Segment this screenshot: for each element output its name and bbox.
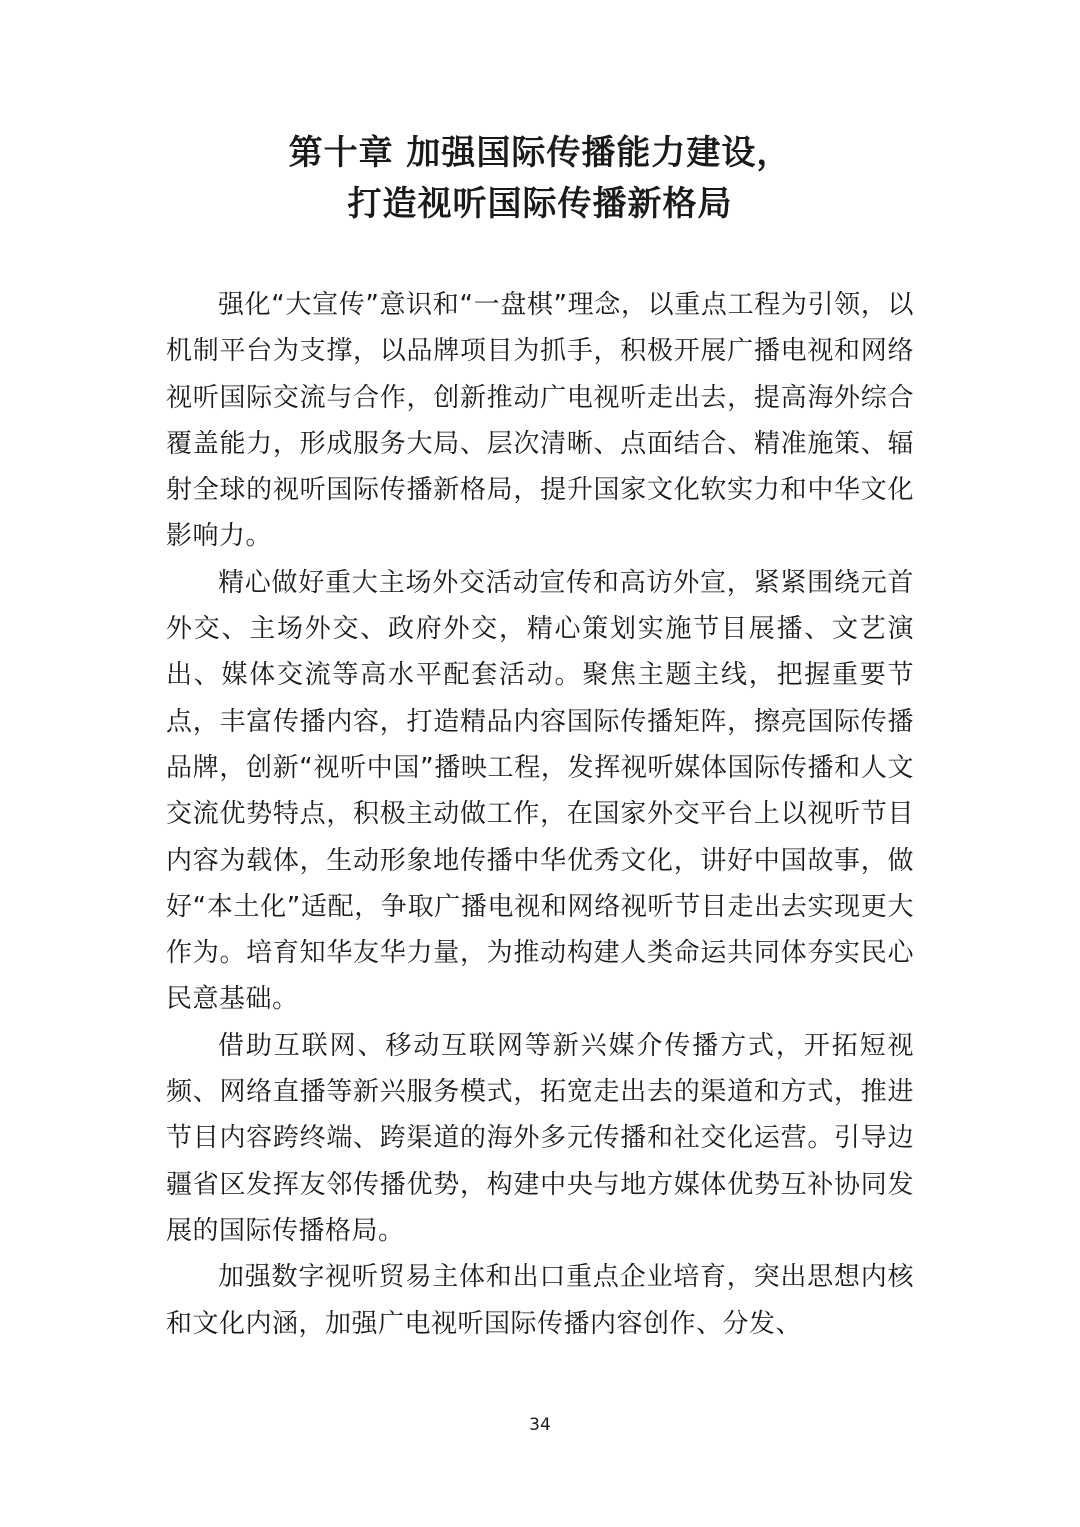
paragraph-1: 强化“大宣传”意识和“一盘棋”理念，以重点工程为引领，以机制平台为支撑，以品牌项目为抓手，积极开展广播电视和网络视听国际交流与合作，创新推动广电视听走出去，提高海外综合覆盖能力，形成服务大局、层次清晰、点面结合、精准施策、辐射全球的视听国际传播新格局，提升国家文化软实力和中华文化影响力。 <box>166 290 914 552</box>
paragraph-2: 精心做好重大主场外交活动宣传和高访外宣，紧紧围绕元首外交、主场外交、政府外交，精心策划实施节目展播、文艺演出、媒体交流等高水平配套活动。聚焦主题主线，把握重要节点，丰富传播内容，打造精品内容国际传播矩阵，擦亮国际传播品牌，创新“视听中国”播映工程，发挥视听媒体国际传播和人文交流优势特点，积极主动做工作，在国家外交平台上以视听节目内容为载体，生动形象地传播中华优秀文化，讲好中国故事，做好“本土化”适配，争取广播电视和网络视听节目走出去实现更大作为。培育知华友华力量，为推动构建人类命运共同体夯实民心民意基础。 <box>166 567 914 1015</box>
paragraph-4: 加强数字视听贸易主体和出口重点企业培育，突出思想内核和文化内涵，加强广电视听国际传播内容创作、分发、 <box>166 1262 914 1339</box>
paragraph-3: 借助互联网、移动互联网等新兴媒介传播方式，开拓短视频、网络直播等新兴服务模式，拓宽走出去的渠道和方式，推进节目内容跨终端、跨渠道的海外多元传播和社交化运营。引导边疆省区发挥友邻传播优势，构建中央与地方媒体优势互补协同发展的国际传播格局。 <box>166 1030 914 1246</box>
page-number: 34 <box>529 1415 551 1435</box>
chapter-title-line-1: 第十章 加强国际传播能力建设， <box>288 133 792 173</box>
body-text <box>166 282 914 1347</box>
chapter-title-line-2: 打造视听国际传播新格局 <box>347 184 733 224</box>
chapter-title <box>0 128 1080 230</box>
